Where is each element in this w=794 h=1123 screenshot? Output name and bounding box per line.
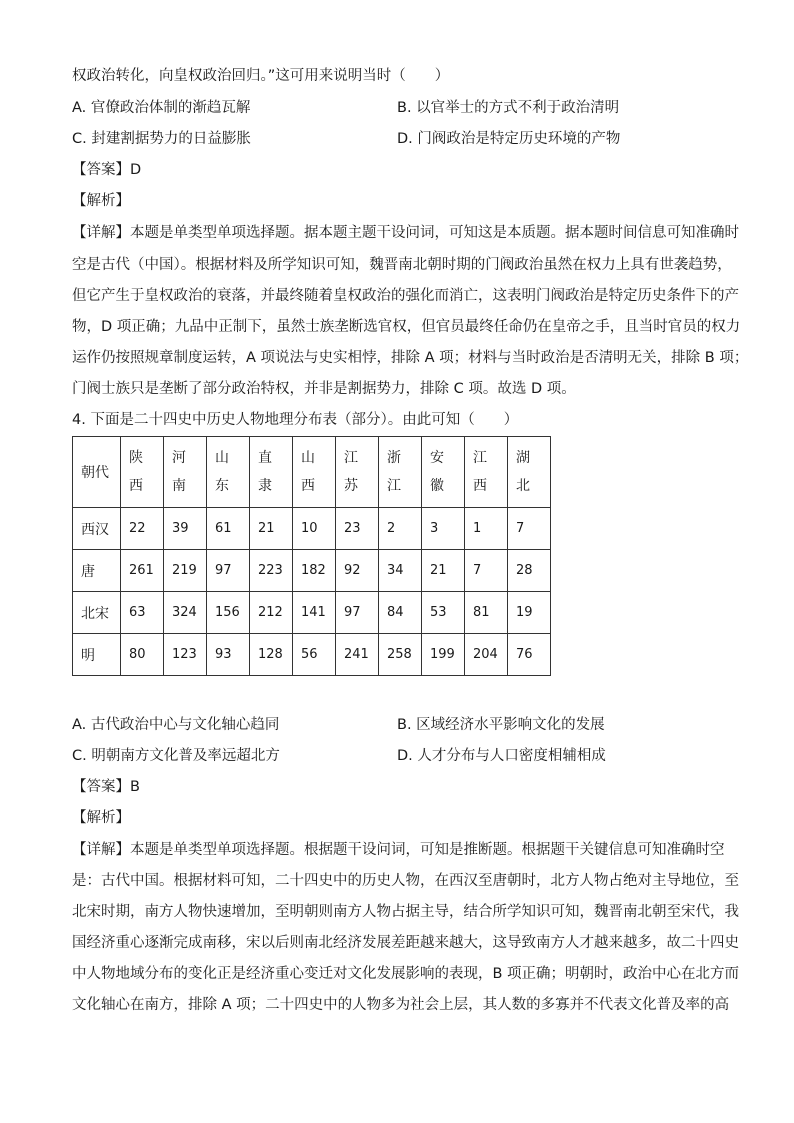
value-cell: 123 [164,634,207,676]
table-row [73,634,551,676]
value-cell: 53 [422,592,465,634]
table-header-row [73,437,551,508]
q3-option-c: C. 封建割据势力的日益膨胀 [72,131,251,147]
value-cell: 204 [465,634,508,676]
value-cell: 1 [465,508,508,550]
q3-detail-line: 运作仍按照规章制度运转，A 项说法与史实相悖，排除 A 项；材料与当时政治是否清明无关，排除 B 项； [72,350,749,366]
q4-option-d: D. 人才分布与人口密度相辅相成 [397,748,606,764]
value-cell: 7 [465,550,508,592]
value-cell: 223 [250,550,293,592]
q3-detail-line: 门阀士族只是垄断了部分政治特权，并非是割据势力，排除 C 项。故选 D 项。 [72,381,576,397]
q3-option-a: A. 官僚政治体制的渐趋瓦解 [72,100,251,116]
q3-option-d: D. 门阀政治是特定历史环境的产物 [397,131,621,147]
province-header: 江 苏 [336,437,379,508]
q4-detail-line: 中人物地域分布的变化正是经济重心变迁对文化发展影响的表现，B 项正确；明朝时，政治中心在北方而 [72,966,740,982]
value-cell: 219 [164,550,207,592]
value-cell: 93 [207,634,250,676]
q4-option-b: B. 区域经济水平影响文化的发展 [397,717,605,733]
value-cell: 21 [422,550,465,592]
province-header: 江 西 [465,437,508,508]
q3-answer: 【答案】D [72,162,142,178]
q3-detail-line: 【详解】本题是单类型单项选择题。据本题主题干设问词，可知这是本质题。据本题时间信息可知准确时 [72,225,739,241]
q3-stem-tail: 权政治转化，向皇权政治回归。”这可用来说明当时（ ） [72,68,450,84]
value-cell: 97 [336,592,379,634]
q3-detail-line: 物，D 项正确；九品中正制下，虽然士族垄断选官权，但官员最终任命仍在皇帝之手，且当时官员的权力 [72,319,741,335]
value-cell: 128 [250,634,293,676]
q4-detail-line: 国经济重心逐渐完成南移，宋以后则南北经济发展差距越来越大，这导致南方人才越来越多，故二十四史 [72,935,739,951]
q4-answer: 【答案】B [72,779,140,795]
value-cell: 21 [250,508,293,550]
province-header: 山 西 [293,437,336,508]
value-cell: 39 [164,508,207,550]
corner-cell: 朝代 [73,437,121,508]
value-cell: 34 [379,550,422,592]
value-cell: 261 [121,550,164,592]
province-header: 浙 江 [379,437,422,508]
value-cell: 61 [207,508,250,550]
value-cell: 56 [293,634,336,676]
value-cell: 241 [336,634,379,676]
distribution-table [72,436,551,676]
value-cell: 156 [207,592,250,634]
q4-option-a: A. 古代政治中心与文化轴心趋同 [72,717,280,733]
q4-detail-line: 是：古代中国。根据材料可知，二十四史中的历史人物，在西汉至唐朝时，北方人物占绝对主导地位，至 [72,873,739,889]
q4-detail-line: 北宋时期，南方人物快速增加，至明朝则南方人物占据主导，结合所学知识可知，魏晋南北朝至宋代，我 [72,904,739,920]
province-header: 安 徽 [422,437,465,508]
value-cell: 80 [121,634,164,676]
province-header: 陕 西 [121,437,164,508]
province-header: 河 南 [164,437,207,508]
value-cell: 19 [508,592,551,634]
value-cell: 199 [422,634,465,676]
value-cell: 212 [250,592,293,634]
q4-detail-line: 【详解】本题是单类型单项选择题。根据题干设问词，可知是推断题。根据题干关键信息可知准确时空 [72,842,725,858]
q4-option-c: C. 明朝南方文化普及率远超北方 [72,748,280,764]
value-cell: 97 [207,550,250,592]
province-header: 湖 北 [508,437,551,508]
table-row [73,592,551,634]
q4-analysis-label: 【解析】 [72,810,130,826]
value-cell: 63 [121,592,164,634]
value-cell: 84 [379,592,422,634]
q3-detail-line: 但它产生于皇权政治的衰落，并最终随着皇权政治的强化而消亡，这表明门阀政治是特定历史条件下的产 [72,288,739,304]
value-cell: 182 [293,550,336,592]
dynasty-cell: 唐 [73,550,121,592]
value-cell: 76 [508,634,551,676]
value-cell: 22 [121,508,164,550]
value-cell: 92 [336,550,379,592]
q3-option-b: B. 以官举士的方式不利于政治清明 [397,100,620,116]
value-cell: 3 [422,508,465,550]
value-cell: 258 [379,634,422,676]
q3-detail-line: 空是古代（中国）。根据材料及所学知识可知，魏晋南北朝时期的门阀政治虽然在权力上具有世袭趋势， [72,257,732,273]
value-cell: 2 [379,508,422,550]
province-header: 直 隶 [250,437,293,508]
dynasty-cell: 北宋 [73,592,121,634]
table-row [73,508,551,550]
value-cell: 141 [293,592,336,634]
value-cell: 23 [336,508,379,550]
q3-analysis-label: 【解析】 [72,193,130,209]
q4-stem: 4. 下面是二十四史中历史人物地理分布表（部分）。由此可知（ ） [72,412,519,428]
q4-detail-line: 文化轴心在南方，排除 A 项；二十四史中的人物多为社会上层，其人数的多寡并不代表文化普及率的高 [72,997,730,1013]
province-header: 山 东 [207,437,250,508]
table-row [73,550,551,592]
dynasty-cell: 西汉 [73,508,121,550]
value-cell: 10 [293,508,336,550]
value-cell: 28 [508,550,551,592]
dynasty-cell: 明 [73,634,121,676]
value-cell: 7 [508,508,551,550]
value-cell: 81 [465,592,508,634]
value-cell: 324 [164,592,207,634]
